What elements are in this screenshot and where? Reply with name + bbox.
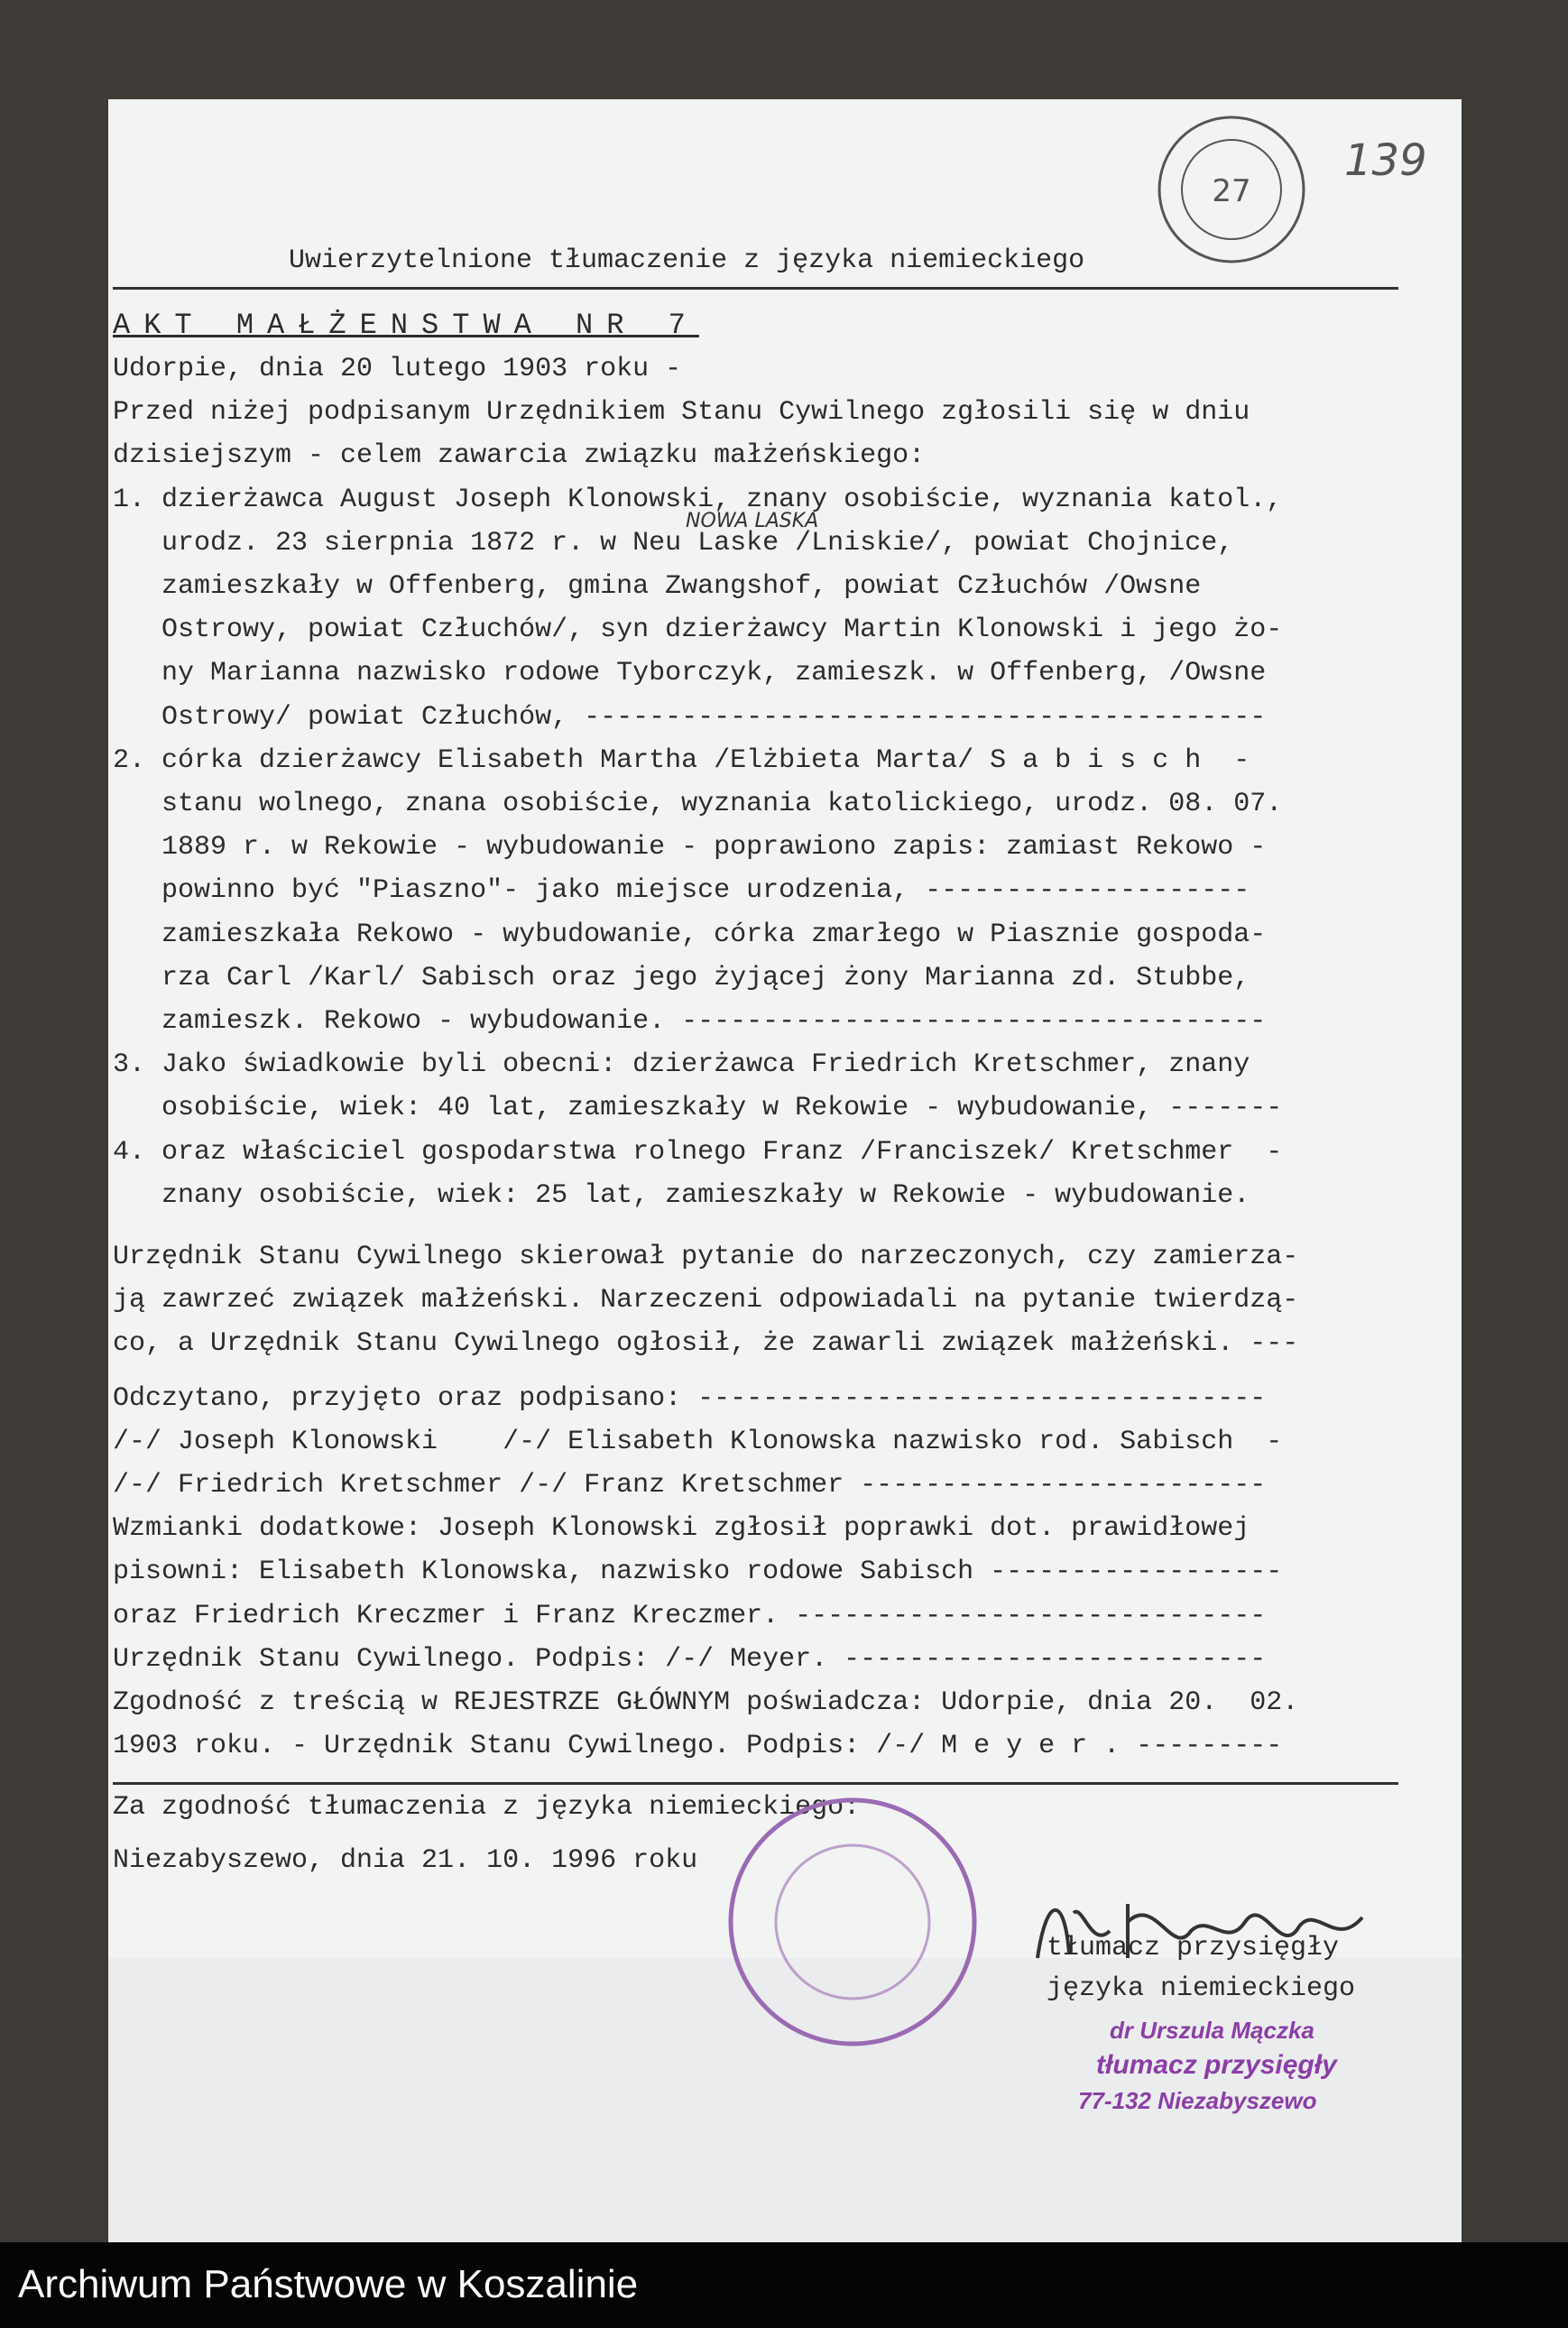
document-line: zamieszk. Rekowo - wybudowanie. ------------------------------------ [113,1006,1267,1037]
signature-language: języka niemieckiego [1047,1973,1356,2004]
document-line: ny Marianna nazwisko rodowe Tyborczyk, zamieszk. w Offenberg, /Owsne [113,658,1267,689]
page-number: 139 [1344,135,1427,186]
document-line: stanu wolnego, znana osobiście, wyznania katolickiego, urodz. 08. 07. [113,789,1283,819]
document-line: 2. córka dzierżawcy Elisabeth Martha /Elżbieta Marta/ S a b i s c h - [113,744,1250,776]
archive-stamp-icon [1155,113,1308,266]
document-line: Przed niżej podpisanym Urzędnikiem Stanu Cywilnego zgłosili się w dniu [113,397,1250,429]
document-line: Urzędnik Stanu Cywilnego. Podpis: /-/ Meyer. -------------------------- [113,1643,1267,1675]
document-line: zamieszkały w Offenberg, gmina Zwangshof, powiat Człuchów /Owsne [113,571,1202,602]
document-line: powinno być "Piaszno"- jako miejsce urodzenia, -------------------- [113,875,1250,907]
document-line: rza Carl /Karl/ Sabisch oraz jego żyjącej żony Marianna zd. Stubbe, [113,962,1250,993]
archive-footer [0,2242,1568,2328]
document-line: 4. oraz właściciel gospodarstwa rolnego Franz /Franciszek/ Kretschmer - [113,1136,1283,1168]
document-line: /-/ Friedrich Kretschmer /-/ Franz Kretschmer ------------------------- [113,1470,1267,1501]
header-rule [113,287,1398,290]
document-line: 1903 roku. - Urzędnik Stanu Cywilnego. Podpis: /-/ M e y e r . --------- [113,1731,1283,1762]
document-line: 3. Jako świadkowie byli obecni: dzierżawca Friedrich Kretschmer, znany [113,1049,1250,1081]
svg-text:27: 27 [1212,173,1251,209]
document-line: 1. dzierżawca August Joseph Klonowski, znany osobiście, wyznania katol., [113,484,1283,515]
document-line: dzisiejszym - celem zawarcia związku małżeńskiego: [113,440,926,472]
handwritten-note: NOWA LASKA [686,510,819,532]
divider-rule [113,1782,1398,1785]
stamp-name: dr Urszula Mączka [1110,2017,1314,2044]
document-header: Uwierzytelnione tłumaczenie z języka niemieckiego [289,245,1085,276]
document-line: ją zawrzeć związek małżeński. Narzeczeni odpowiadali na pytanie twierdzą- [113,1285,1299,1316]
archive-name: Archiwum Państwowe w Koszalinie [18,2262,639,2306]
document-line: Ostrowy/ powiat Człuchów, ------------------------------------------ [113,701,1267,733]
document-line: Odczytano, przyjęto oraz podpisano: ----------------------------------- [113,1382,1267,1414]
document-title: AKT MAŁŻENSTWA NR 7 [113,309,699,342]
document-line: urodz. 23 sierpnia 1872 r. w Neu Laske /Lniskie/, powiat Chojnice, [113,527,1234,559]
document-line: Zgodność z treścią w REJESTRZE GŁÓWNYM poświadcza: Udorpie, dnia 20. 02. [113,1687,1299,1718]
stamp-address: 77-132 Niezabyszewo [1078,2087,1317,2114]
stamp-title: tłumacz przysięgły [1096,2050,1337,2080]
document-line: zamieszkała Rekowo - wybudowanie, córka zmarłego w Piasznie gospoda- [113,919,1267,950]
document-line: znany osobiście, wiek: 25 lat, zamieszkały w Rekowie - wybudowanie. [113,1179,1250,1211]
document-line: Wzmianki dodatkowe: Joseph Klonowski zgłosił poprawki dot. prawidłowej [113,1513,1250,1545]
document-line: co, a Urzędnik Stanu Cywilnego ogłosił, że zawarli związek małżeński. --- [113,1328,1299,1360]
document-line: Udorpie, dnia 20 lutego 1903 roku - [113,354,682,384]
document-line: osobiście, wiek: 40 lat, zamieszkały w Rekowie - wybudowanie, ------- [113,1093,1283,1124]
document-line: 1889 r. w Rekowie - wybudowanie - poprawiono zapis: zamiast Rekowo - [113,832,1267,864]
translator-seal-icon [722,1791,983,2053]
document-line: pisowni: Elisabeth Klonowska, nazwisko rodowe Sabisch ------------------ [113,1557,1283,1588]
document-line: Za zgodność tłumaczenia z języka niemieckiego: [113,1792,861,1824]
document-line: Ostrowy, powiat Człuchów/, syn dzierżawcy Martin Klonowski i jego żo- [113,614,1283,646]
signature-title: tłumacz przysięgły [1047,1933,1340,1963]
document-line: Niezabyszewo, dnia 21. 10. 1996 roku [113,1844,698,1876]
document-line: oraz Friedrich Kreczmer i Franz Kreczmer. ----------------------------- [113,1600,1267,1631]
document-line: /-/ Joseph Klonowski /-/ Elisabeth Klonowska nazwisko rod. Sabisch - [113,1426,1283,1457]
document-line: Urzędnik Stanu Cywilnego skierował pytanie do narzeczonych, czy zamierza- [113,1242,1299,1272]
